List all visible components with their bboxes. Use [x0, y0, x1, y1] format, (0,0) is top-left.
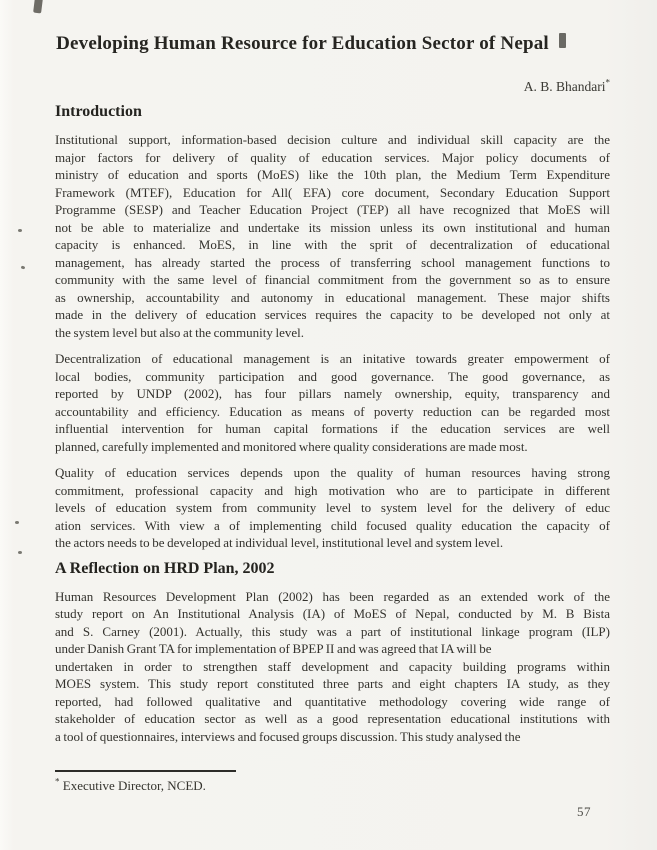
- text-line: Institutional support, information-based decision culture and individual skill capacity are the: [55, 132, 610, 147]
- paragraph: [55, 464, 610, 552]
- footnote-text: Executive Director, NCED.: [62, 778, 206, 793]
- text-line: accountability and efficiency. Education as means of poverty reduction can be regarded most: [55, 403, 610, 419]
- paragraph: [55, 588, 610, 746]
- document-body: [55, 102, 610, 745]
- text-line: under Danish Grant TA for implementation of BPEP II and was agreed that IA will be: [55, 641, 492, 656]
- text-line: influential intervention for human capital formations if the education services are well: [55, 421, 610, 436]
- text-line: levels of education system from community level to system level for the delivery of educ: [55, 500, 610, 515]
- text-line: and S. Carney (2001). Actually, this study was a part of institutional linkage program (ILP): [55, 623, 610, 639]
- text-line: as ownership, accountability and autonomy in educational management. These major shifts: [55, 289, 610, 305]
- text-line: management, has already started the process of transferring school management functions to: [55, 254, 610, 270]
- paragraph: [55, 350, 610, 455]
- author-name: A. B. Bhandari: [523, 79, 606, 94]
- text-line: planned, carefully implemented and monitored where quality considerations are made most.: [55, 438, 528, 454]
- title-block: [45, 0, 560, 55]
- section-heading: Introduction: [55, 103, 142, 120]
- scan-mark-corner: [33, 0, 43, 13]
- text-line: the system level but also at the community level.: [55, 324, 305, 340]
- text-line: Decentralization of educational management is an initative towards greater empowerment of: [55, 351, 610, 366]
- scan-mark-smudge: [559, 33, 566, 48]
- scan-mark-dot: [18, 551, 22, 554]
- text-line: MOES system. This study report constituted three parts and eight chapters IA study, as they: [55, 676, 610, 691]
- text-line: Quality of education services depends upon the quality of human resources having strong: [55, 465, 610, 480]
- page-title: Developing Human Resource for Education Sector of Nepal: [56, 33, 549, 54]
- footnote-mark: *: [55, 776, 60, 787]
- text-line: the actors needs to be developed at individual level, institutional level and system level.: [55, 535, 504, 550]
- text-line: Human Resources Development Plan (2002) has been regarded as an extended work of the: [55, 588, 610, 604]
- section-heading: A Reflection on HRD Plan, 2002: [55, 559, 275, 577]
- scan-mark-dot: [18, 229, 22, 232]
- scan-mark-dot: [21, 265, 26, 269]
- text-line: Framework (MTEF), Education for All( EFA) core document, Secondary Education Support: [55, 184, 610, 200]
- text-line: capacity is enhanced. MoES, in line with the sprit of decentralization of educational: [55, 237, 610, 252]
- text-line: ation services. With view a of implementing child focused quality education the capacity of: [55, 517, 610, 533]
- text-line: ministry of education and sports (MoES) like the 10th plan, the Medium Term Expenditure: [55, 167, 610, 182]
- text-line: study report on An Institutional Analysis (IA) of MoES of Nepal, conducted by M. B Bista: [55, 606, 610, 621]
- footnote: [55, 778, 206, 794]
- text-line: undertaken in order to strengthen staff development and capacity building programs within: [55, 658, 610, 674]
- footnote-divider: [55, 770, 236, 772]
- text-line: Programme (SESP) and Teacher Education Project (TEP) all have recognized that MoES will: [55, 202, 610, 217]
- text-line: made in the delivery of education services requires the capacity to be developed not only at: [55, 307, 610, 322]
- text-line: not be able to materialize and undertake its mission unless its own institutional and human: [55, 219, 610, 235]
- text-line: community with the same level of financial commitment from the government so as to ensure: [55, 272, 610, 287]
- text-line: reported, had followed qualitative and quantitative methodology covering wide range of: [55, 693, 610, 709]
- paragraph: [55, 131, 610, 341]
- text-line: reported by UNDP (2002), has four pillars namely ownership, equity, transparency and: [55, 386, 610, 401]
- text-line: local bodies, community participation and good governance. The good governance, as: [55, 368, 610, 384]
- page-number: 57: [577, 804, 591, 819]
- text-line: a tool of questionnaires, interviews and focused groups discussion. This study analysed the: [55, 728, 521, 744]
- author-line: [0, 78, 610, 95]
- scan-mark-dot: [15, 521, 19, 524]
- text-line: stakeholder of education sector as well as a good representation educational institutions with: [55, 711, 610, 726]
- text-line: commitment, professional capacity and high motivation who are to participate in different: [55, 482, 610, 498]
- author-footnote-mark: *: [605, 77, 610, 88]
- text-line: major factors for delivery of quality of education services. Major policy documents of: [55, 149, 610, 165]
